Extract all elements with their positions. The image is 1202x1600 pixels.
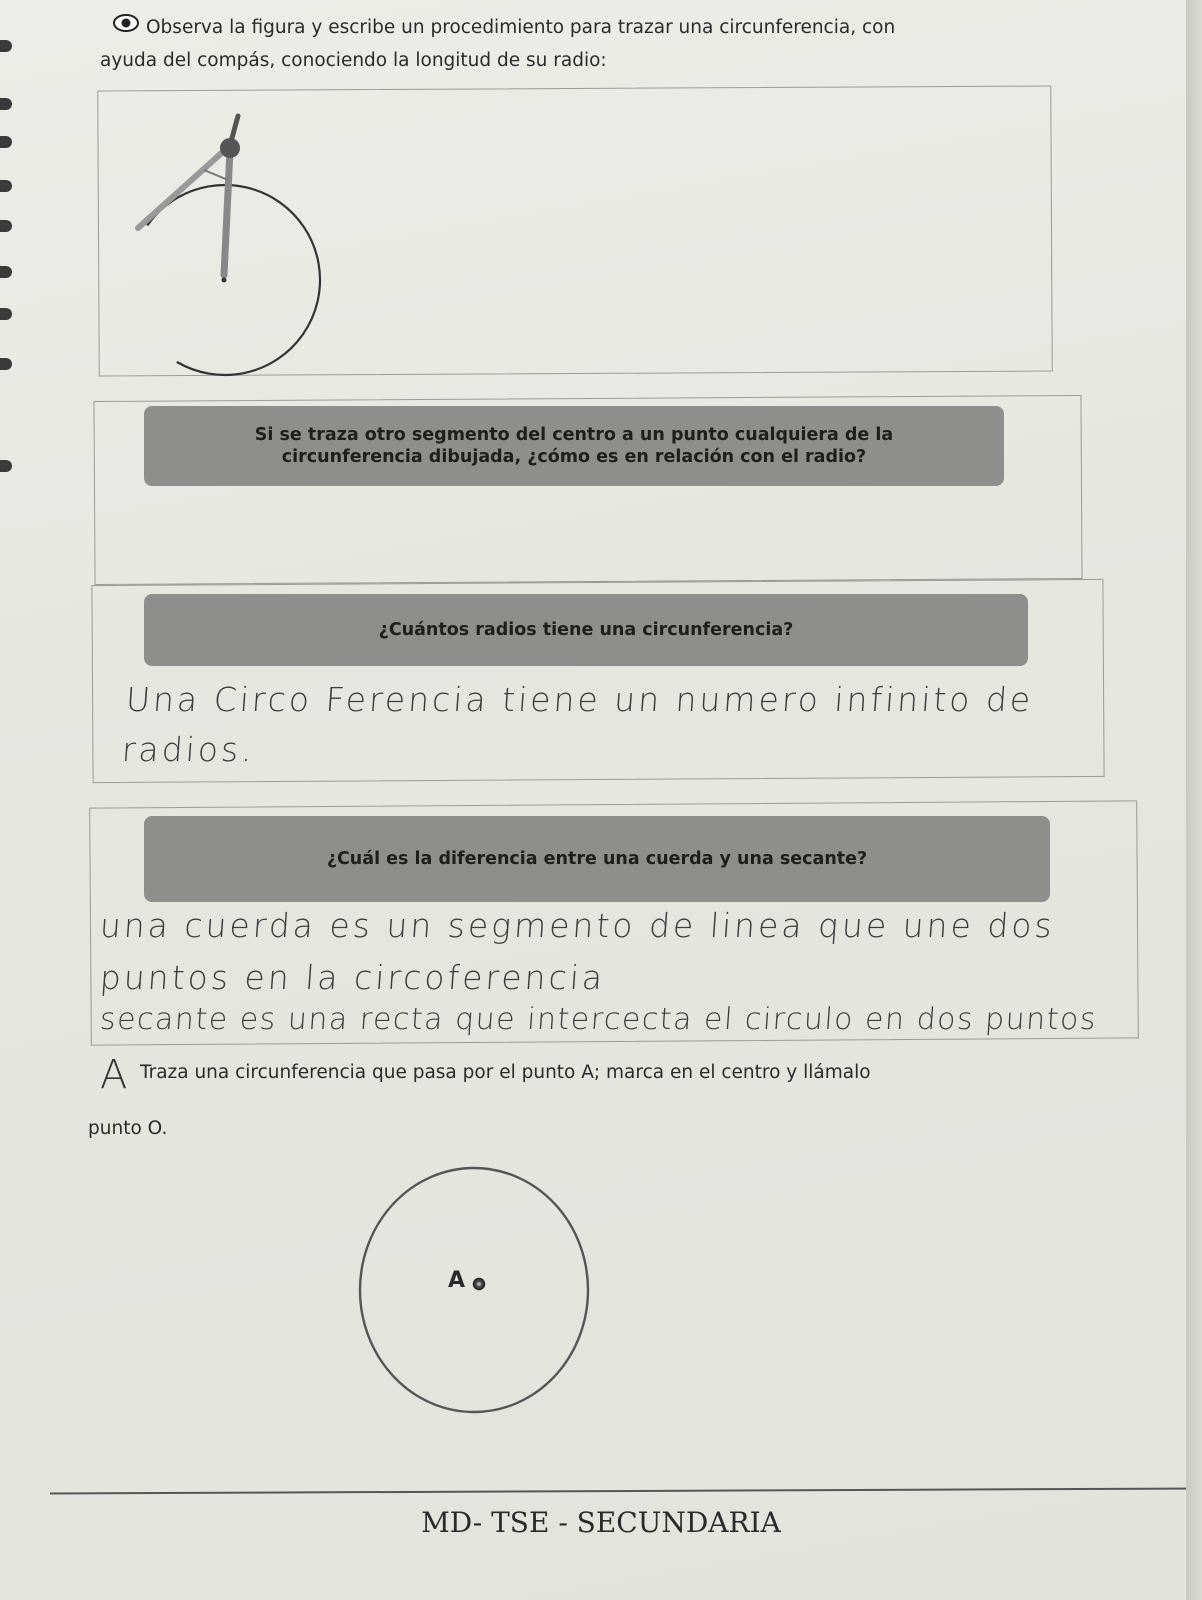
drawn-circle-figure (350, 1158, 610, 1428)
footer-label: MD- TSE - SECUNDARIA (421, 1506, 781, 1539)
page-edge (1186, 0, 1202, 1600)
point-a-label: A (448, 1268, 466, 1293)
question-3-banner (144, 816, 1050, 902)
question-3-answer-line-3: secante es una recta que intercecta el circulo en dos puntos (98, 1002, 1099, 1037)
question-1-line-2: circunferencia dibujada, ¿cómo es en relación con el radio? (281, 447, 867, 467)
question-2-answer-line-2: radios. (120, 730, 257, 769)
task-line-1: Traza una circunferencia que pasa por el punto A; marca en el centro y llámalo (140, 1062, 871, 1083)
question-3-answer-line-1: una cuerda es un segmento de linea que une dos (98, 906, 1057, 945)
binder-holes (0, 40, 14, 500)
instruction-line-2: ayuda del compás, conociendo la longitud de su radio: (100, 50, 607, 71)
question-2-line-1: ¿Cuántos radios tiene una circunferencia? (378, 620, 794, 640)
question-2-answer-line-1: Una Circo Ferencia tiene un numero infinito de (124, 680, 1035, 719)
compass-leg-needle (224, 150, 230, 275)
question-1-line-1: Si se traza otro segmento del centro a un punto cualquiera de la (254, 425, 894, 445)
instruction-line-1: Observa la figura y escribe un procedimiento para trazar una circunferencia, con (146, 17, 896, 38)
compass-figure (120, 110, 340, 380)
question-3-line-1: ¿Cuál es la diferencia entre una cuerda y una secante? (326, 849, 868, 869)
question-3-answer-line-2: puntos en la circoferencia (98, 958, 607, 997)
compass-hinge (220, 138, 240, 158)
question-2-banner (144, 594, 1028, 666)
eye-icon (112, 12, 140, 34)
footer-rule (50, 1487, 1200, 1494)
point-a-marker (472, 1277, 486, 1291)
question-1-banner (144, 406, 1004, 486)
circle-center-point (222, 278, 227, 283)
compass-leg-pencil (138, 150, 225, 228)
task-line-2: punto O. (88, 1118, 168, 1139)
handwritten-a-mark: A (100, 1052, 128, 1098)
